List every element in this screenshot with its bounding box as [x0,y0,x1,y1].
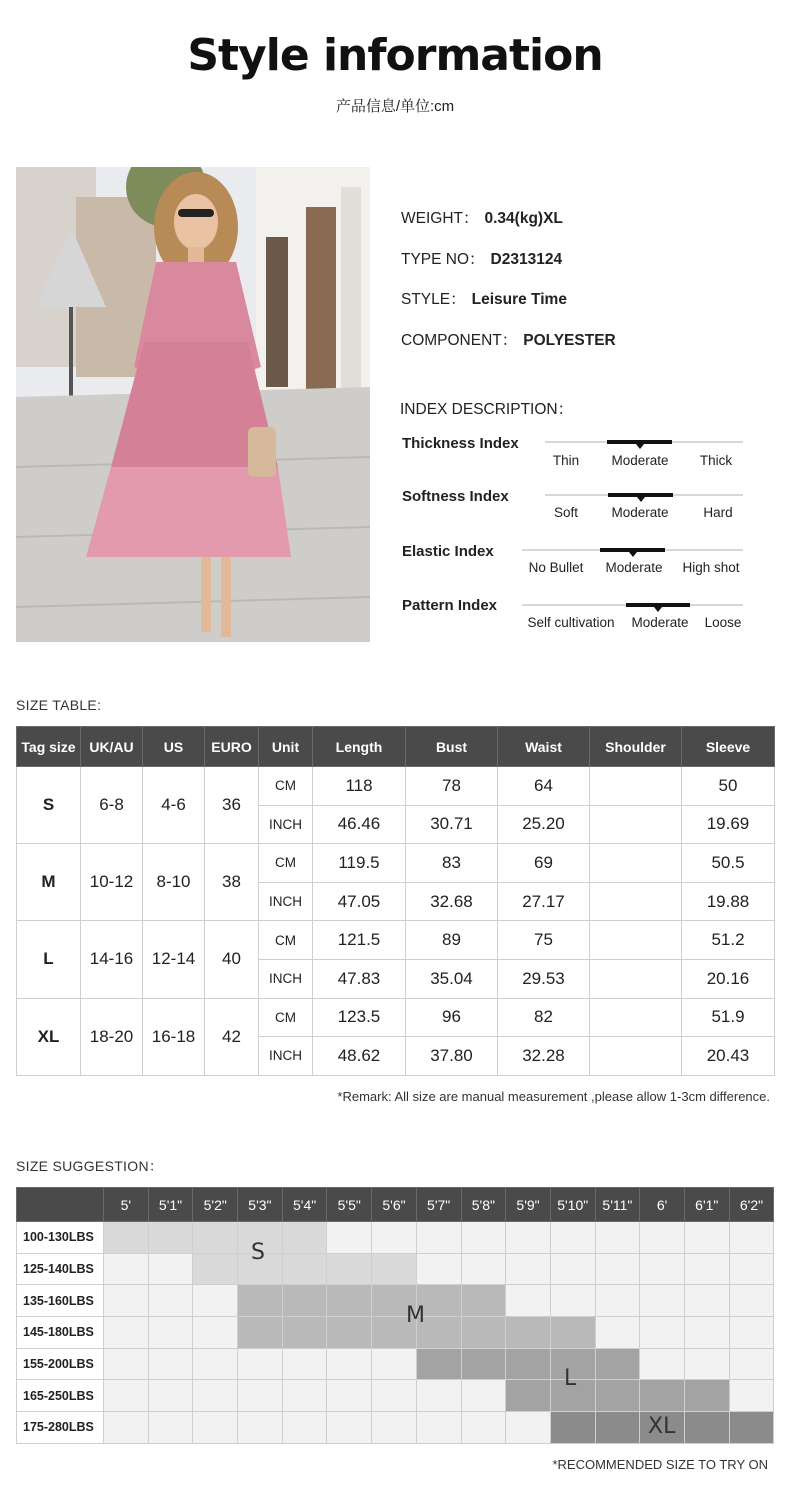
bust-cell: 89 [406,921,498,960]
waist-cell: 75 [498,921,590,960]
waist-cell: 82 [498,998,590,1037]
table-row [17,1253,774,1285]
info-style-value: Leisure Time [471,291,567,308]
grid-cell [461,1317,506,1349]
grid-cell [595,1253,640,1285]
grid-cell [148,1285,193,1317]
table-row [17,844,775,883]
weight-label: 135-160LBS [17,1285,104,1317]
grid-cell [327,1317,372,1349]
us-cell: 12-14 [143,921,205,998]
table-row [17,1348,774,1380]
size-letter-l: L [564,1366,577,1391]
grid-cell [640,1222,685,1254]
index-option: Hard [703,505,733,520]
sleeve-cell: 51.9 [682,998,775,1037]
grid-cell [595,1348,640,1380]
grid-cell [416,1253,461,1285]
tag-size-cell: M [17,844,81,921]
grid-cell [461,1348,506,1380]
table-row [17,921,775,960]
grid-cell [104,1222,149,1254]
info-component [401,328,616,350]
grid-cell [684,1222,729,1254]
grid-cell [416,1222,461,1254]
shoulder-cell [590,959,682,998]
grid-cell [550,1412,595,1444]
grid-cell [640,1380,685,1412]
height-header: 5'4" [282,1188,327,1222]
index-name-softness: Softness Index [402,488,509,505]
grid-cell [372,1412,417,1444]
index-option: Moderate [611,505,669,520]
unit-cell: INCH [259,959,313,998]
grid-cell [461,1253,506,1285]
length-cell: 123.5 [313,998,406,1037]
sleeve-cell: 19.69 [682,805,775,844]
grid-cell [595,1222,640,1254]
grid-cell [238,1380,283,1412]
sleeve-cell: 19.88 [682,882,775,921]
height-header: 5'9" [506,1188,551,1222]
length-cell: 47.83 [313,959,406,998]
grid-cell [416,1348,461,1380]
grid-cell [238,1412,283,1444]
index-name-elastic: Elastic Index [402,543,494,560]
grid-cell [372,1222,417,1254]
grid-cell [550,1253,595,1285]
length-cell: 46.46 [313,805,406,844]
euro-cell: 36 [205,767,259,844]
info-type [401,247,562,269]
column-header: Bust [406,727,498,767]
shoulder-cell [590,805,682,844]
column-header: EURO [205,727,259,767]
height-header: 6'1" [684,1188,729,1222]
grid-cell [372,1253,417,1285]
index-name-thickness: Thickness Index [402,435,519,452]
grid-cell [193,1380,238,1412]
table-row [17,767,775,806]
unit-cell: INCH [259,882,313,921]
waist-cell: 25.20 [498,805,590,844]
length-cell: 118 [313,767,406,806]
size-letter-xl: XL [648,1414,676,1439]
waist-cell: 69 [498,844,590,883]
uk-au-cell: 18-20 [81,998,143,1075]
bust-cell: 30.71 [406,805,498,844]
euro-cell: 38 [205,844,259,921]
height-header: 5'11" [595,1188,640,1222]
height-header: 5'8" [461,1188,506,1222]
grid-cell [238,1285,283,1317]
grid-cell [193,1348,238,1380]
uk-au-cell: 14-16 [81,921,143,998]
grid-cell [327,1348,372,1380]
waist-cell: 29.53 [498,959,590,998]
index-option: No Bullet [528,560,584,575]
sleeve-cell: 20.16 [682,959,775,998]
grid-cell [282,1412,327,1444]
size-suggestion-grid [16,1187,774,1444]
info-weight-value: 0.34(kg)XL [484,210,563,227]
height-header: 5' [104,1188,149,1222]
sleeve-cell: 20.43 [682,1037,775,1076]
table-row [17,1222,774,1254]
unit-cell: INCH [259,805,313,844]
unit-cell: INCH [259,1037,313,1076]
height-header: 6'2" [729,1188,774,1222]
grid-cell [193,1253,238,1285]
grid-cell [729,1222,774,1254]
index-option: High shot [682,560,740,575]
grid-cell [684,1412,729,1444]
grid-cell [550,1285,595,1317]
height-header: 5'10" [550,1188,595,1222]
column-header: Length [313,727,406,767]
size-table [16,726,775,1076]
height-header: 6' [640,1188,685,1222]
index-option: Moderate [605,560,663,575]
grid-cell [506,1222,551,1254]
grid-cell [104,1380,149,1412]
grid-cell [684,1380,729,1412]
unit-cell: CM [259,921,313,960]
column-header: Tag size [17,727,81,767]
grid-cell [372,1348,417,1380]
euro-cell: 42 [205,998,259,1075]
tag-size-cell: L [17,921,81,998]
index-heading: INDEX DESCRIPTION： [400,401,574,418]
grid-cell [729,1412,774,1444]
size-letter-m: M [406,1303,425,1328]
index-pointer-icon [637,497,645,502]
info-style-key: STYLE： [401,291,466,308]
grid-cell [506,1380,551,1412]
grid-cell [506,1285,551,1317]
grid-cell [148,1380,193,1412]
height-header: 5'1" [148,1188,193,1222]
weight-label: 125-140LBS [17,1253,104,1285]
us-cell: 4-6 [143,767,205,844]
grid-cell [684,1253,729,1285]
info-weight [401,206,563,228]
us-cell: 8-10 [143,844,205,921]
shoulder-cell [590,767,682,806]
index-option: Thin [552,453,580,468]
height-header: 5'5" [327,1188,372,1222]
height-header: 5'2" [193,1188,238,1222]
size-table-remark: *Remark: All size are manual measurement ,please allow 1-3cm difference. [337,1089,770,1104]
grid-cell [327,1412,372,1444]
grid-cell [193,1222,238,1254]
grid-cell [416,1412,461,1444]
table-row [17,1317,774,1349]
height-header: 5'7" [416,1188,461,1222]
bust-cell: 35.04 [406,959,498,998]
grid-cell [148,1222,193,1254]
grid-cell [640,1317,685,1349]
weight-label: 175-280LBS [17,1412,104,1444]
grid-cell [282,1317,327,1349]
grid-cell [640,1348,685,1380]
grid-cell [327,1285,372,1317]
grid-cell [506,1317,551,1349]
bust-cell: 37.80 [406,1037,498,1076]
grid-cell [104,1253,149,1285]
grid-cell [327,1253,372,1285]
grid-corner [17,1188,104,1222]
waist-cell: 27.17 [498,882,590,921]
grid-cell [729,1380,774,1412]
info-style [401,287,567,309]
grid-cell [461,1222,506,1254]
table-row [17,1285,774,1317]
grid-cell [729,1348,774,1380]
grid-cell [550,1222,595,1254]
waist-cell: 32.28 [498,1037,590,1076]
index-option: Thick [699,453,733,468]
grid-cell [282,1380,327,1412]
column-header: Sleeve [682,727,775,767]
index-name-pattern: Pattern Index [402,597,498,614]
grid-cell [729,1285,774,1317]
grid-cell [595,1380,640,1412]
grid-cell [193,1317,238,1349]
index-option: Moderate [631,615,689,630]
grid-cell [640,1253,685,1285]
shoulder-cell [590,998,682,1037]
grid-cell [148,1348,193,1380]
page-subtitle: 产品信息/单位:cm [335,98,455,115]
size-letter-s: S [251,1240,265,1265]
column-header: UK/AU [81,727,143,767]
recommend-note: *RECOMMENDED SIZE TO TRY ON [552,1457,768,1472]
waist-cell: 64 [498,767,590,806]
grid-cell [506,1412,551,1444]
grid-cell [416,1380,461,1412]
weight-label: 165-250LBS [17,1380,104,1412]
tag-size-cell: S [17,767,81,844]
grid-cell [104,1317,149,1349]
grid-cell [193,1285,238,1317]
index-option: Moderate [611,453,669,468]
model-photo [16,167,370,642]
index-pointer-icon [636,444,644,449]
grid-cell [461,1285,506,1317]
grid-cell [550,1317,595,1349]
grid-cell [506,1348,551,1380]
grid-cell [238,1317,283,1349]
grid-cell [461,1380,506,1412]
grid-cell [372,1380,417,1412]
index-option: Loose [704,615,742,630]
grid-cell [148,1317,193,1349]
grid-cell [461,1412,506,1444]
bust-cell: 32.68 [406,882,498,921]
grid-cell [104,1412,149,1444]
grid-cell [729,1317,774,1349]
info-type-key: TYPE NO： [401,251,485,268]
uk-au-cell: 10-12 [81,844,143,921]
height-header: 5'3" [238,1188,283,1222]
weight-label: 145-180LBS [17,1317,104,1349]
length-cell: 47.05 [313,882,406,921]
grid-cell [684,1348,729,1380]
weight-label: 100-130LBS [17,1222,104,1254]
grid-cell [282,1253,327,1285]
size-suggestion-header [17,1188,774,1222]
bust-cell: 96 [406,998,498,1037]
grid-cell [595,1412,640,1444]
grid-cell [640,1285,685,1317]
bust-cell: 78 [406,767,498,806]
grid-cell [729,1253,774,1285]
info-component-key: COMPONENT： [401,332,518,349]
info-weight-key: WEIGHT： [401,210,479,227]
us-cell: 16-18 [143,998,205,1075]
weight-label: 155-200LBS [17,1348,104,1380]
grid-cell [327,1222,372,1254]
length-cell: 48.62 [313,1037,406,1076]
grid-cell [282,1285,327,1317]
height-header: 5'6" [372,1188,417,1222]
index-option: Soft [553,505,578,520]
length-cell: 119.5 [313,844,406,883]
uk-au-cell: 6-8 [81,767,143,844]
unit-cell: CM [259,844,313,883]
shoulder-cell [590,1037,682,1076]
table-row [17,1380,774,1412]
euro-cell: 40 [205,921,259,998]
shoulder-cell [590,844,682,883]
size-table-header [17,727,775,767]
grid-cell [684,1285,729,1317]
index-option: Self cultivation [527,615,615,630]
bust-cell: 83 [406,844,498,883]
grid-cell [595,1317,640,1349]
sleeve-cell: 50 [682,767,775,806]
grid-cell [506,1253,551,1285]
info-type-value: D2313124 [490,251,563,268]
shoulder-cell [590,921,682,960]
grid-cell [238,1348,283,1380]
grid-cell [327,1380,372,1412]
grid-cell [684,1317,729,1349]
grid-cell [148,1412,193,1444]
grid-cell [282,1348,327,1380]
shoulder-cell [590,882,682,921]
column-header: Unit [259,727,313,767]
size-table-label: SIZE TABLE: [16,697,102,713]
page-title: Style information [187,30,603,81]
unit-cell: CM [259,998,313,1037]
grid-cell [104,1285,149,1317]
length-cell: 121.5 [313,921,406,960]
table-row [17,998,775,1037]
unit-cell: CM [259,767,313,806]
grid-cell [104,1348,149,1380]
tag-size-cell: XL [17,998,81,1075]
grid-cell [148,1253,193,1285]
sleeve-cell: 51.2 [682,921,775,960]
column-header: US [143,727,205,767]
grid-cell [193,1412,238,1444]
grid-cell [282,1222,327,1254]
grid-cell [595,1285,640,1317]
index-pointer-icon [654,607,662,612]
column-header: Shoulder [590,727,682,767]
info-component-value: POLYESTER [523,332,616,349]
column-header: Waist [498,727,590,767]
size-suggestion-label: SIZE SUGGESTION： [16,1158,164,1174]
index-pointer-icon [629,552,637,557]
sleeve-cell: 50.5 [682,844,775,883]
